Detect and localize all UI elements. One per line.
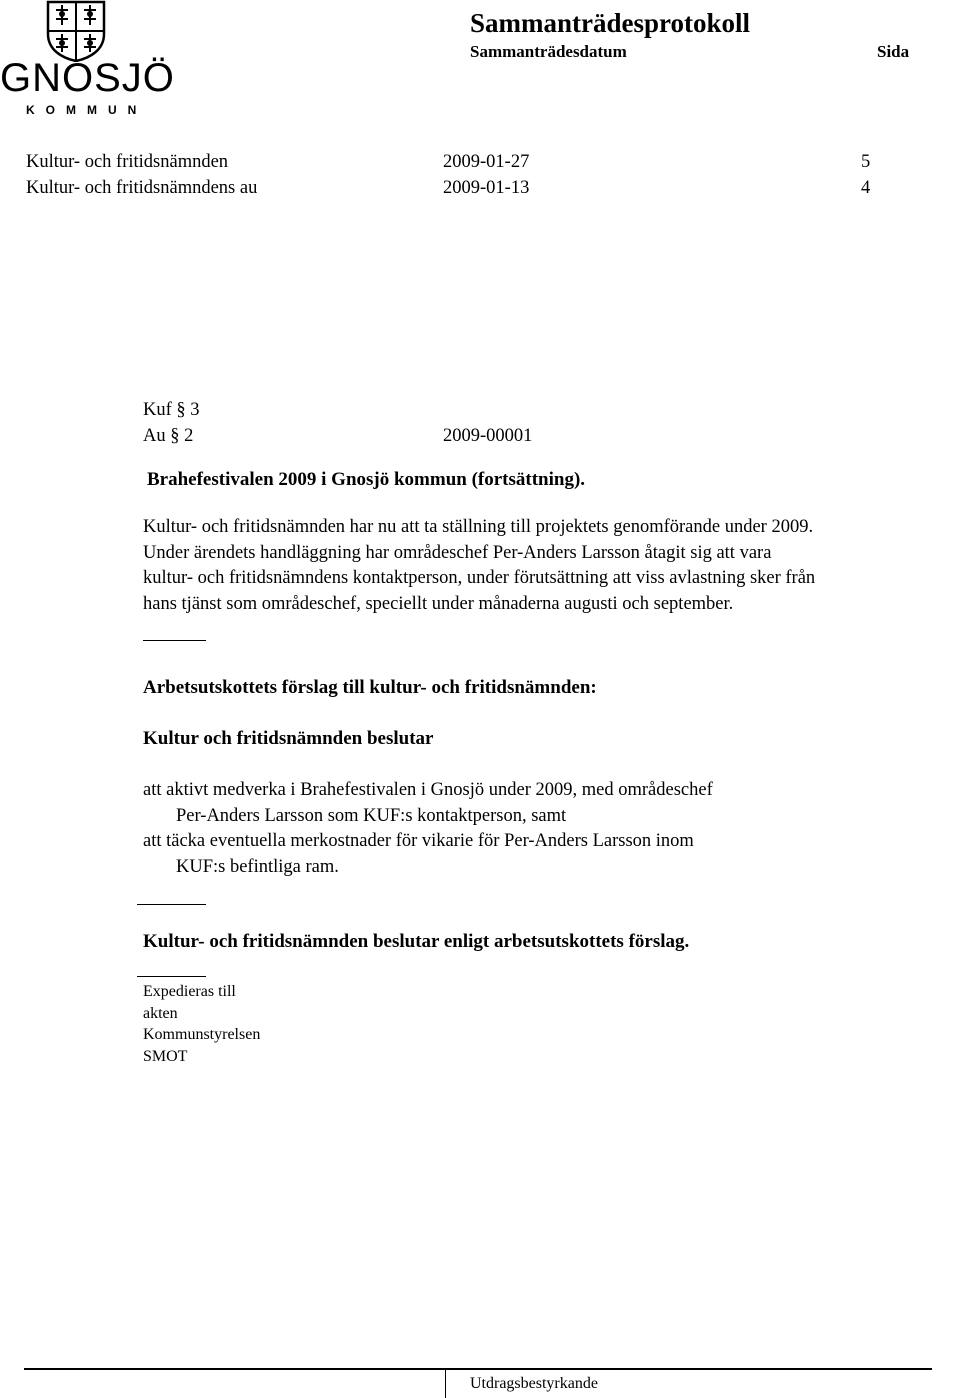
distribution-heading: Expedieras till [143, 983, 236, 1000]
proposal-heading: Arbetsutskottets förslag till kultur- och fritidsnämnden: [143, 677, 597, 698]
intro-line: Under ärendets handläggning har områdeschef Per-Anders Larsson åtagit sig att vara [143, 542, 772, 563]
intro-line: hans tjänst som områdeschef, speciellt under månaderna augusti och september. [143, 593, 734, 614]
distribution-item: Kommunstyrelsen [143, 1026, 261, 1043]
document-title: Sammanträdesprotokoll [470, 8, 751, 38]
au-paragraph-ref: Au § 2 [143, 426, 194, 446]
meeting-body: Kultur- och fritidsnämnden [26, 152, 229, 172]
logo-subtitle: KOMMUN [26, 103, 148, 117]
meeting-date-label: Sammanträdesdatum [470, 42, 627, 61]
meeting-page: 4 [861, 178, 871, 198]
separator-line [137, 904, 206, 905]
meeting-date: 2009-01-13 [443, 178, 530, 198]
separator-line [137, 976, 206, 977]
decision-list [143, 778, 943, 880]
meeting-date: 2009-01-27 [443, 152, 530, 172]
kuf-paragraph-ref: Kuf § 3 [143, 400, 200, 420]
intro-line: Kultur- och fritidsnämnden har nu att ta ställning till projektets genomförande under 2009. [143, 517, 814, 537]
meeting-body: Kultur- och fritidsnämndens au [26, 178, 258, 198]
final-decision: Kultur- och fritidsnämnden beslutar enligt arbetsutskottets förslag. [143, 931, 690, 952]
decision-item-continuation: KUF:s befintliga ram. [176, 856, 339, 877]
case-title: Brahefestivalen 2009 i Gnosjö kommun (fortsättning). [147, 469, 586, 490]
distribution-item: SMOT [143, 1047, 188, 1065]
footer-divider [445, 1368, 446, 1398]
decision-heading: Kultur och fritidsnämnden beslutar [143, 728, 434, 749]
coat-of-arms-icon [46, 0, 106, 62]
intro-paragraph [143, 515, 943, 617]
page-label: Sida [877, 42, 910, 61]
decision-item-continuation: Per-Anders Larsson som KUF:s kontaktperson, samt [176, 805, 567, 826]
decision-item: att aktivt medverka i Brahefestivalen i Gnosjö under 2009, med områdeschef [143, 780, 713, 800]
municipality-logo [0, 0, 175, 118]
logo-wordmark: GNOSJÖ [0, 56, 175, 100]
intro-line: kultur- och fritidsnämndens kontaktperson, under förutsättning att viss avlastning sker från [143, 568, 816, 588]
distribution-list [143, 981, 260, 1067]
distribution-item: akten [143, 1004, 178, 1022]
meeting-page: 5 [861, 152, 871, 172]
decision-item: att täcka eventuella merkostnader för vikarie för Per-Anders Larsson inom [143, 831, 694, 851]
case-number: 2009-00001 [443, 426, 533, 446]
separator-line [143, 640, 206, 641]
footer-rule [24, 1368, 932, 1370]
certification-label: Utdragsbestyrkande [470, 1375, 598, 1392]
